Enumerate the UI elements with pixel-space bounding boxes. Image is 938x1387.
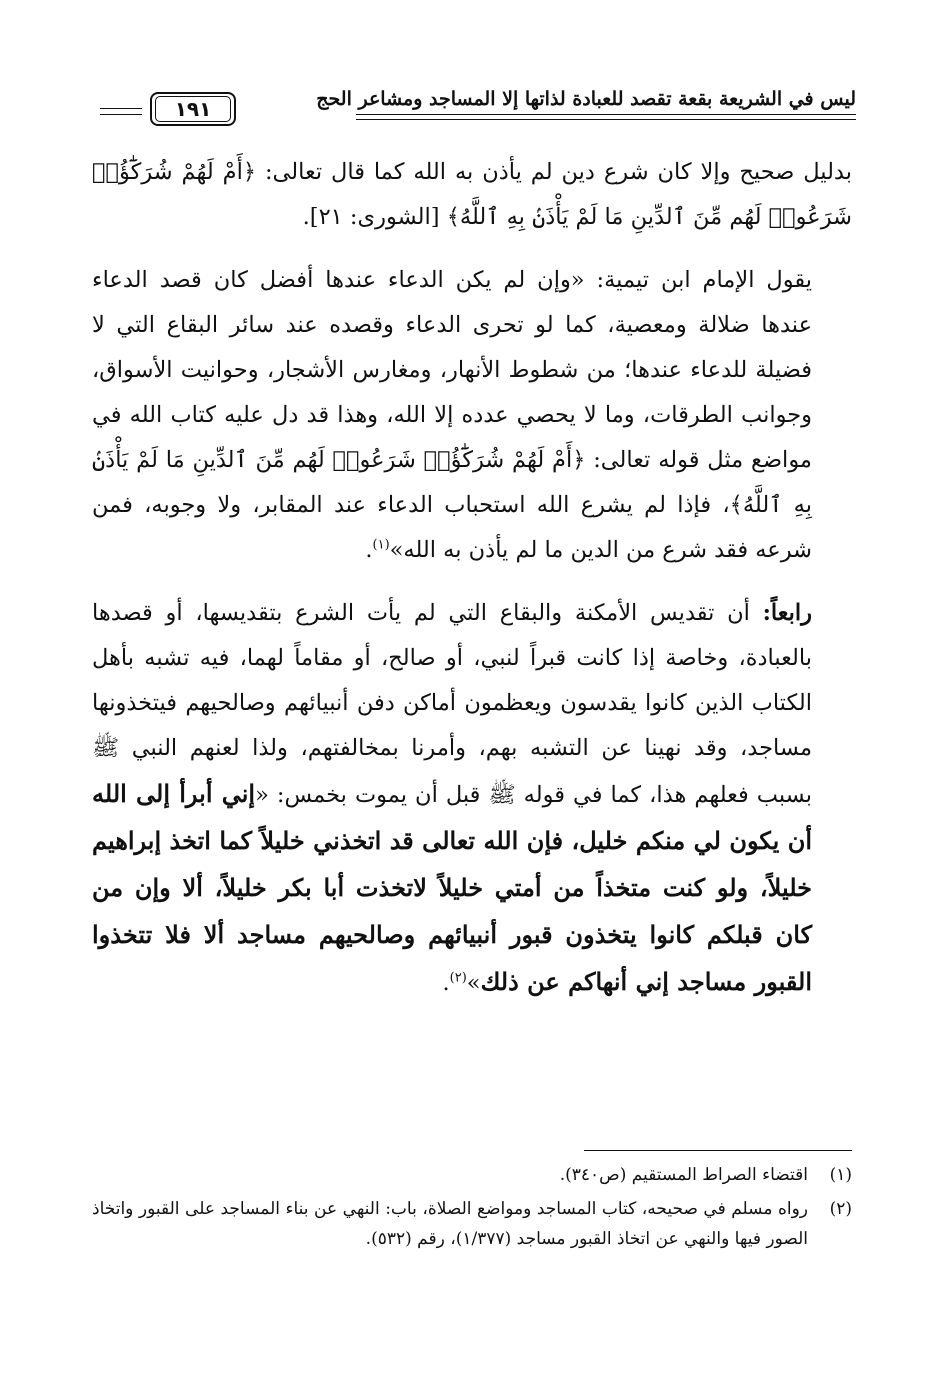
section-lead: رابعاً: bbox=[762, 600, 812, 626]
footnote-text: اقتضاء الصراط المستقيم (ص٣٤٠). bbox=[559, 1165, 808, 1185]
footnote-marker[interactable]: (١) bbox=[372, 537, 390, 553]
footnote-item bbox=[92, 1160, 852, 1190]
quran-verse: ﴿أَمْ لَهُمْ شُرَكَٰٓؤُا۟ شَرَعُوا۟ لَهُم مِّنَ ٱلدِّينِ مَا لَمْ يَأْذَنۢ بِهِ ٱللَّهُ﴾ bbox=[92, 159, 852, 230]
paragraph-2 bbox=[92, 258, 852, 573]
punctuation: » bbox=[466, 970, 481, 996]
punctuation: . bbox=[365, 537, 373, 563]
running-header bbox=[100, 78, 856, 130]
paragraph-text: يقول الإمام ابن تيمية: «وإن لم يكن الدعاء عندها أفضل كان قصد الدعاء عندها ضلالة ومعصية، كما لو تحرى الدعاء وقصده عند سائر البقاع التي لا فضيلة للدعاء عندها؛ من شطوط الأنهار، ومغارس الأشجار، وحوانيت الأسواق، وجوانب الطرقات، وما لا يحصي عدده إلا الله، وهذا قد دل عليه كتاب الله في مواضع مثل قوله تعالى: bbox=[92, 267, 812, 473]
header-rule bbox=[100, 108, 142, 109]
header-title: ليس في الشريعة بقعة تقصد للعبادة لذاتها إلا المساجد ومشاعر الحج bbox=[316, 88, 856, 110]
header-rule bbox=[356, 119, 856, 120]
main-text bbox=[92, 150, 852, 1006]
paragraph-text: أن تقديس الأمكنة والبقاع التي لم يأت الشرع بتقديسها، أو قصدها بالعبادة، وخاصة إذا كانت قبراً لنبي، أو صالح، أو مقاماً لهما، فيه تشبه بأهل الكتاب الذين كانوا يقدسون ويعظمون أماكن دفن أنبيائهم وصالحيهم فيتخذونها مساجد، وقد نهينا عن التشبه بهم، وأمرنا بمخالفتهم، ولذا لعنهم النبي ﷺ بسبب فعلهم هذا، كما في قوله ﷺ قبل أن يموت بخمس: « bbox=[92, 600, 812, 808]
verse-reference: [الشورى: ٢١]. bbox=[302, 204, 447, 230]
header-rule bbox=[100, 114, 142, 115]
footnotes bbox=[92, 1160, 852, 1258]
footnote-marker[interactable]: (٢) bbox=[449, 970, 467, 986]
quran-verse: ﴿أَمْ لَهُمْ شُرَكَٰٓؤُا۟ شَرَعُوا۟ لَهُم مِّنَ ٱلدِّينِ مَا لَمْ يَأْذَنۢ بِهِ ٱللَّهُ﴾ bbox=[92, 447, 812, 518]
hadith-text: إني أبرأ إلى الله أن يكون لي منكم خليل، فإن الله تعالى قد اتخذني خليلاً كما اتخذ إبراهيم خليلاً، ولو كنت متخذاً من أمتي خليلاً لاتخذت أبا بكر خليلاً، ألا وإن من كان قبلكم كانوا يتخذون قبور أنبيائهم وصالحيهم مساجد ألا فلا تتخذوا القبور مساجد إني أنهاكم عن ذلك bbox=[92, 779, 812, 996]
footnote-number: (٢) bbox=[829, 1199, 852, 1219]
header-rule bbox=[356, 114, 856, 115]
footnote-number: (١) bbox=[829, 1165, 852, 1185]
paragraph-text: ، فإذا لم يشرع الله استحباب الدعاء عند المقابر، ولا وجوبه، فمن شرعه فقد شرع من الدين ما لم يأذن به الله» bbox=[92, 492, 812, 563]
page-number: ١٩١ bbox=[155, 96, 231, 122]
paragraph-1 bbox=[92, 150, 852, 240]
page-number-frame bbox=[150, 92, 236, 126]
paragraph-text: بدليل صحيح وإلا كان شرع دين لم يأذن به الله كما قال تعالى: bbox=[256, 159, 852, 185]
punctuation: . bbox=[442, 970, 450, 996]
footnote-text: رواه مسلم في صحيحه، كتاب المساجد ومواضع الصلاة، باب: النهي عن بناء المساجد على القبور واتخاذ الصور فيها والنهي عن اتخاذ القبور مساجد (١/٣٧٧)، رقم (٥٣٢). bbox=[92, 1199, 808, 1249]
footnote-item bbox=[92, 1194, 852, 1254]
footnote-divider bbox=[584, 1150, 852, 1151]
paragraph-3 bbox=[92, 591, 852, 1006]
